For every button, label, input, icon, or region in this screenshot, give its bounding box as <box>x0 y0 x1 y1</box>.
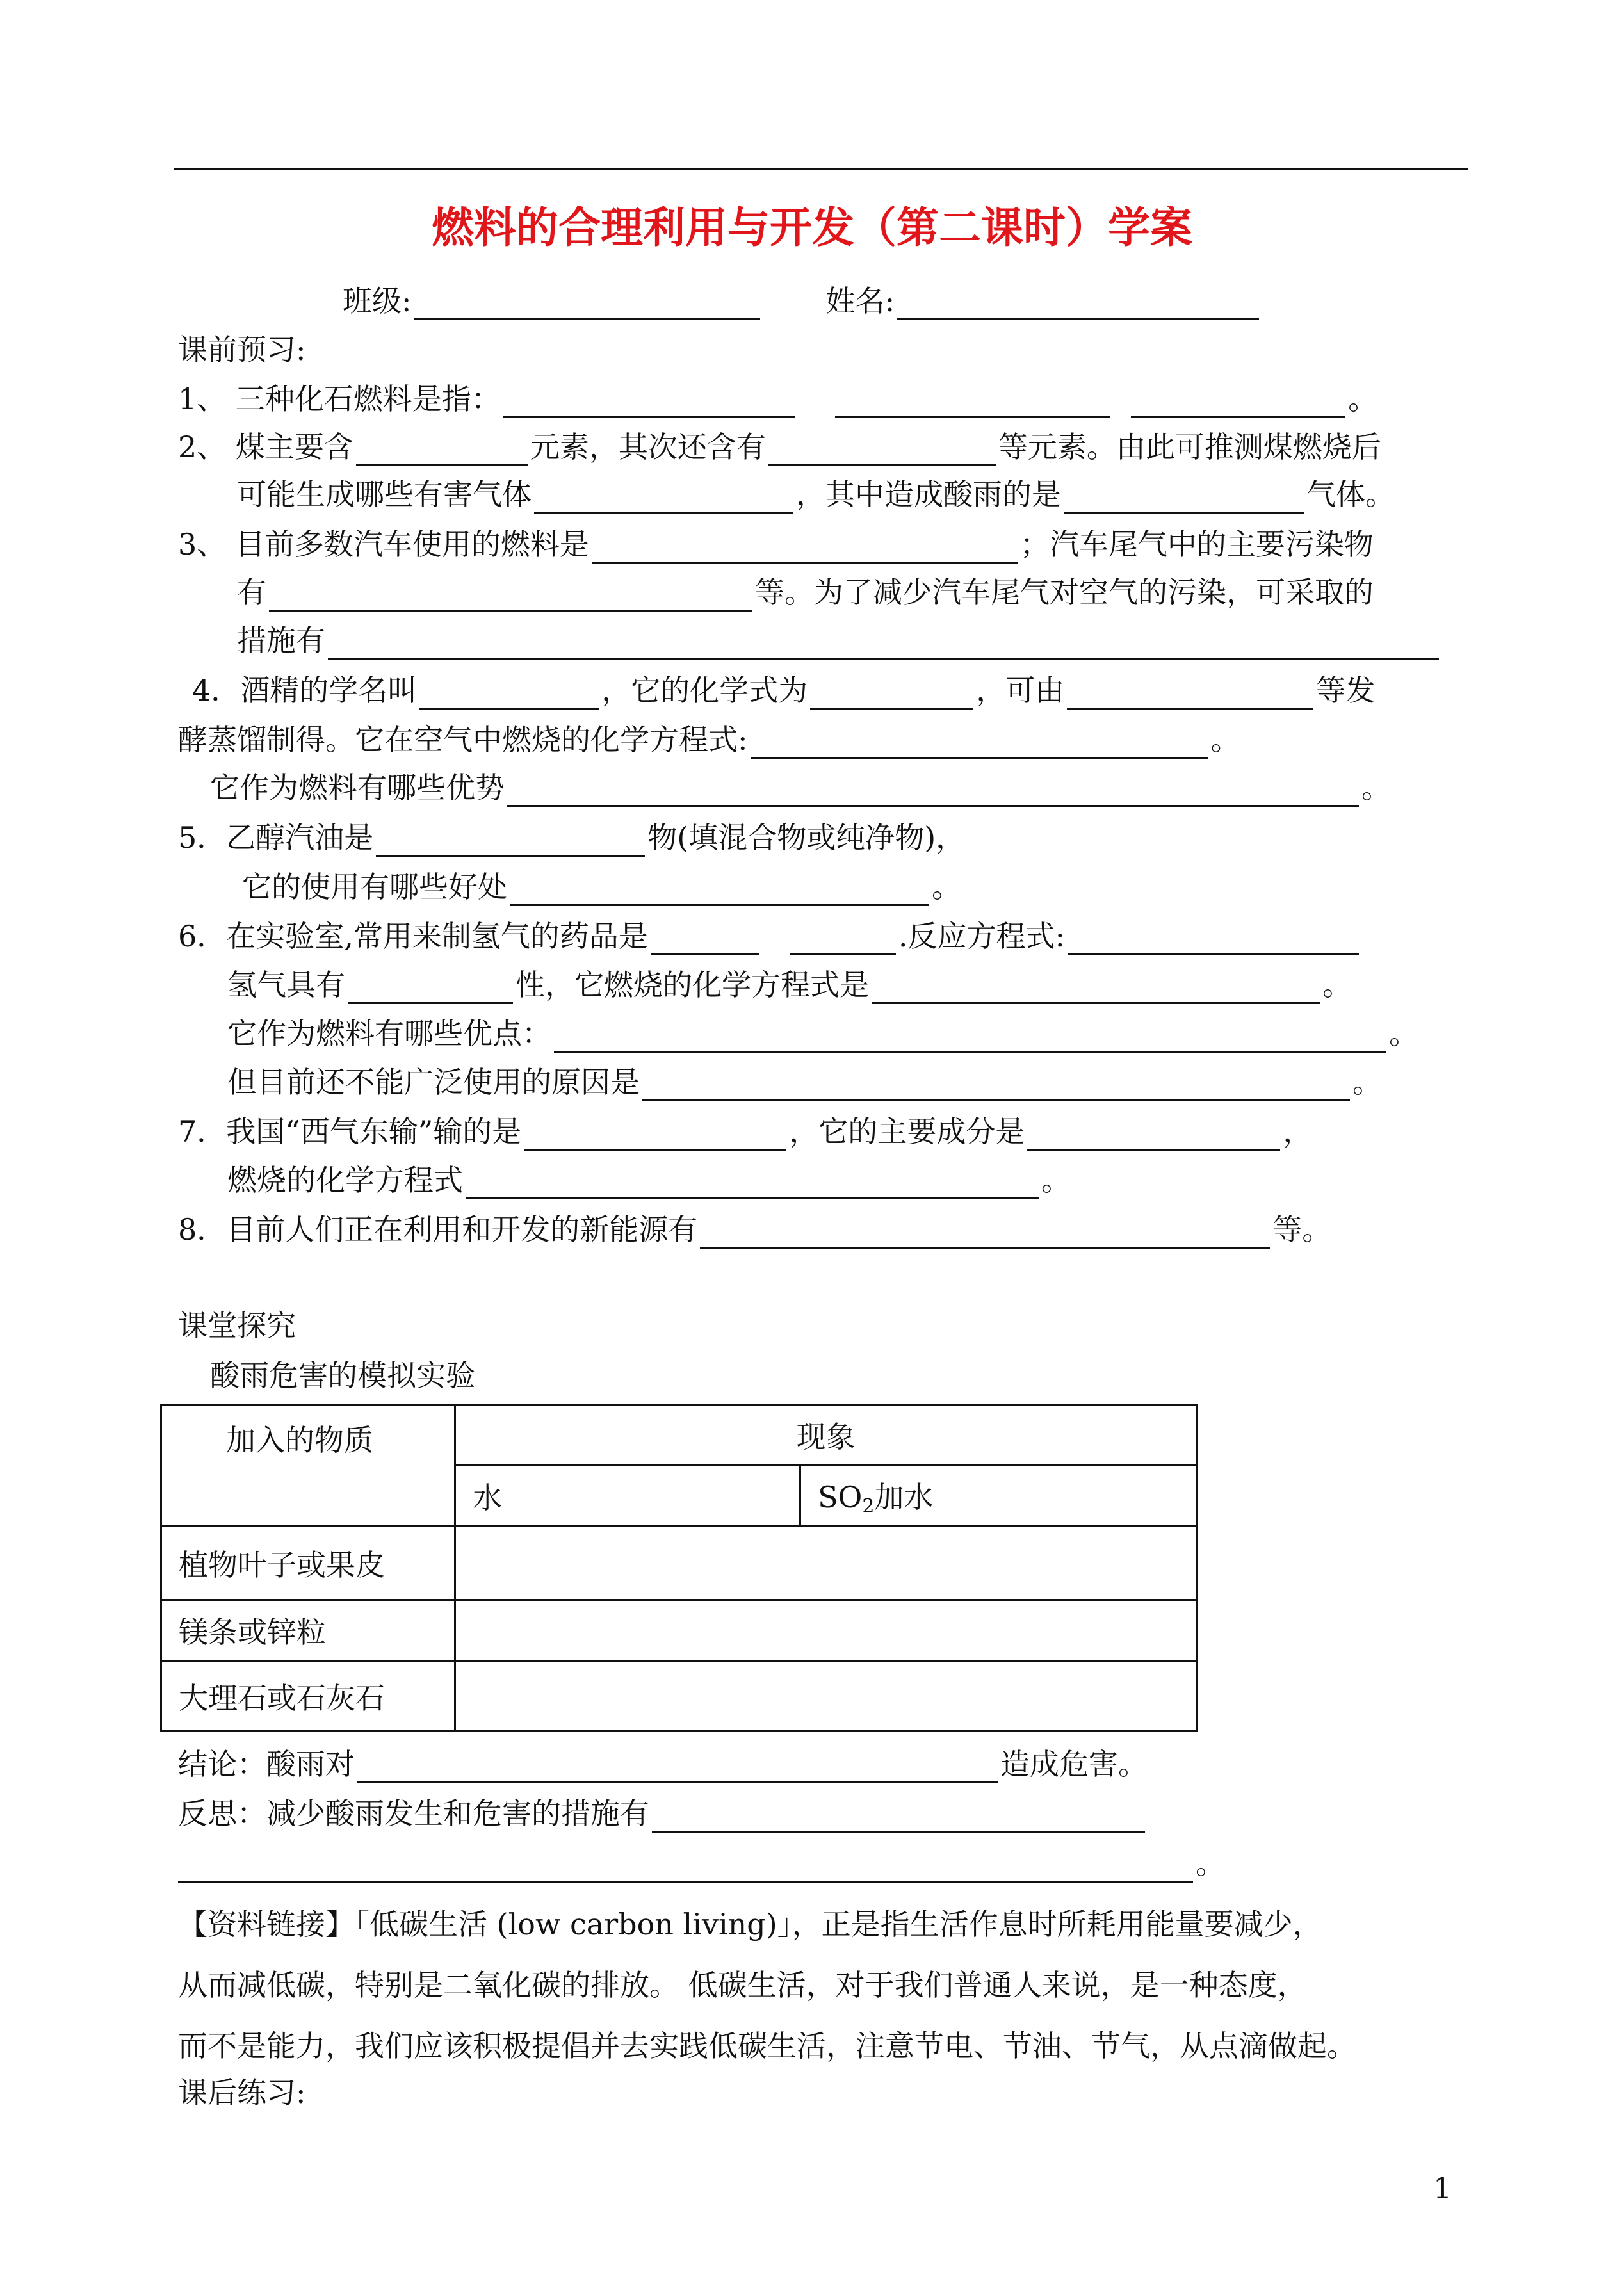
question-7-cont: 燃烧的化学方程式 。 <box>227 1161 1071 1199</box>
name-field[interactable] <box>897 288 1259 320</box>
table-cell-answer[interactable] <box>455 1600 1197 1661</box>
question-4-cont2: 它作为燃料有哪些优势 。 <box>210 768 1391 807</box>
q4-blank-4[interactable] <box>751 726 1208 759</box>
q6-blank-2[interactable] <box>790 923 896 955</box>
page-title: 燃料的合理利用与开发（第二课时）学案 <box>432 202 1192 252</box>
q4-blank-2[interactable] <box>810 677 973 710</box>
reflection-cont: 。 <box>178 1844 1225 1883</box>
resource-line-2: 从而减低碳，特别是二氧化碳的排放。 低碳生活，对于我们普通人来说，是一种态度， <box>178 1968 1307 2002</box>
table-row-label: 镁条或锌粒 <box>161 1600 455 1661</box>
question-5-cont: 它的使用有哪些好处 。 <box>242 868 961 906</box>
q6-blank-5[interactable] <box>872 971 1320 1004</box>
q4-blank-1[interactable] <box>419 677 599 710</box>
q3-blank-3[interactable] <box>328 627 1439 660</box>
classroom-heading: 课堂探究 <box>178 1308 296 1343</box>
question-2-cont: 可能生成哪些有害气体 ，其中造成酸雨的是 气体。 <box>237 475 1395 514</box>
table-cell-answer[interactable] <box>455 1527 1197 1600</box>
question-3-cont2: 措施有 <box>237 621 1441 660</box>
q6-blank-3[interactable] <box>1068 923 1359 955</box>
question-2: 2、 煤主要含 元素，其次还含有 等元素。由此可推测煤燃烧后 <box>178 428 1381 466</box>
q6-blank-7[interactable] <box>642 1069 1350 1101</box>
header-water: 水 <box>455 1466 800 1527</box>
table-row-label: 植物叶子或果皮 <box>161 1527 455 1600</box>
reflection-blank-1[interactable] <box>652 1800 1145 1833</box>
question-4: 4．酒精的学名叫 ，它的化学式为 ，可由 等发 <box>192 671 1375 710</box>
conclusion: 结论：酸雨对 造成危害。 <box>178 1745 1148 1783</box>
reflection: 反思：减少酸雨发生和危害的措施有 <box>178 1794 1148 1833</box>
question-1: 1、 三种化石燃料是指： 。 <box>178 380 1377 418</box>
header-row <box>343 282 1262 320</box>
table-row-label: 大理石或石灰石 <box>161 1661 455 1731</box>
question-6: 6．在实验室,常用来制氢气的药品是 .反应方程式: <box>178 917 1361 955</box>
q5-blank-1[interactable] <box>376 824 645 857</box>
question-6-cont3: 但目前还不能广泛使用的原因是 。 <box>227 1063 1382 1101</box>
name-label: 姓名: <box>825 284 895 318</box>
q7-blank-2[interactable] <box>1027 1118 1280 1151</box>
after-class-heading: 课后练习: <box>178 2075 306 2110</box>
question-6-cont: 氢气具有 性，它燃烧的化学方程式是 。 <box>227 966 1352 1004</box>
q8-blank-1[interactable] <box>700 1216 1270 1249</box>
question-4-cont: 酵蒸馏制得。它在空气中燃烧的化学方程式: 。 <box>178 720 1240 759</box>
experiment-title: 酸雨危害的模拟实验 <box>210 1358 475 1393</box>
resource-line-1: 【资料链接】「低碳生活 (low carbon living)」，正是指生活作息时所耗用能量要减少， <box>178 1907 1322 1942</box>
header-so2-water: $SO_2$加水 <box>800 1466 1197 1527</box>
header-substance: 加入的物质 <box>161 1405 455 1527</box>
q1-blank-2[interactable] <box>835 385 1110 418</box>
reflection-blank-2[interactable] <box>178 1850 1193 1883</box>
question-8: 8．目前人们正在利用和开发的新能源有 等。 <box>178 1210 1331 1249</box>
q2-blank-1[interactable] <box>356 434 528 466</box>
top-rule <box>174 168 1468 170</box>
q2-blank-3[interactable] <box>534 481 793 514</box>
class-label: 班级: <box>343 284 412 318</box>
conclusion-blank[interactable] <box>357 1751 998 1783</box>
q4-blank-3[interactable] <box>1067 677 1313 710</box>
page-number: 1 <box>1433 2171 1452 2205</box>
q7-blank-1[interactable] <box>524 1118 786 1151</box>
q3-blank-2[interactable] <box>269 579 752 612</box>
q6-blank-1[interactable] <box>651 923 759 955</box>
preview-heading: 课前预习: <box>178 332 306 367</box>
q2-blank-2[interactable] <box>768 434 996 466</box>
q2-blank-4[interactable] <box>1064 481 1304 514</box>
q4-blank-5[interactable] <box>507 774 1359 807</box>
q5-blank-2[interactable] <box>510 873 929 906</box>
acid-rain-table <box>160 1404 1198 1732</box>
q1-blank-1[interactable] <box>503 385 795 418</box>
q7-blank-3[interactable] <box>466 1167 1039 1199</box>
resource-line-3: 而不是能力，我们应该积极提倡并去实践低碳生活，注意节电、节油、节气，从点滴做起。 <box>178 2029 1356 2063</box>
question-3-cont: 有 等。为了减少汽车尾气对空气的污染，可采取的 <box>237 573 1374 612</box>
question-5: 5．乙醇汽油是 物(填混合物或纯净物)， <box>178 818 965 857</box>
class-field[interactable] <box>414 288 760 320</box>
question-3: 3、 目前多数汽车使用的燃料是 ；汽车尾气中的主要污染物 <box>178 525 1374 564</box>
question-7: 7．我国“西气东输”输的是 ，它的主要成分是 ， <box>178 1112 1312 1151</box>
table-cell-answer[interactable] <box>455 1661 1197 1731</box>
q6-blank-4[interactable] <box>348 971 513 1004</box>
header-phenomenon: 现象 <box>455 1405 1197 1466</box>
q1-blank-3[interactable] <box>1131 385 1345 418</box>
q3-blank-1[interactable] <box>592 531 1018 564</box>
question-6-cont2: 它作为燃料有哪些优点： 。 <box>227 1014 1418 1053</box>
q6-blank-6[interactable] <box>554 1020 1386 1053</box>
